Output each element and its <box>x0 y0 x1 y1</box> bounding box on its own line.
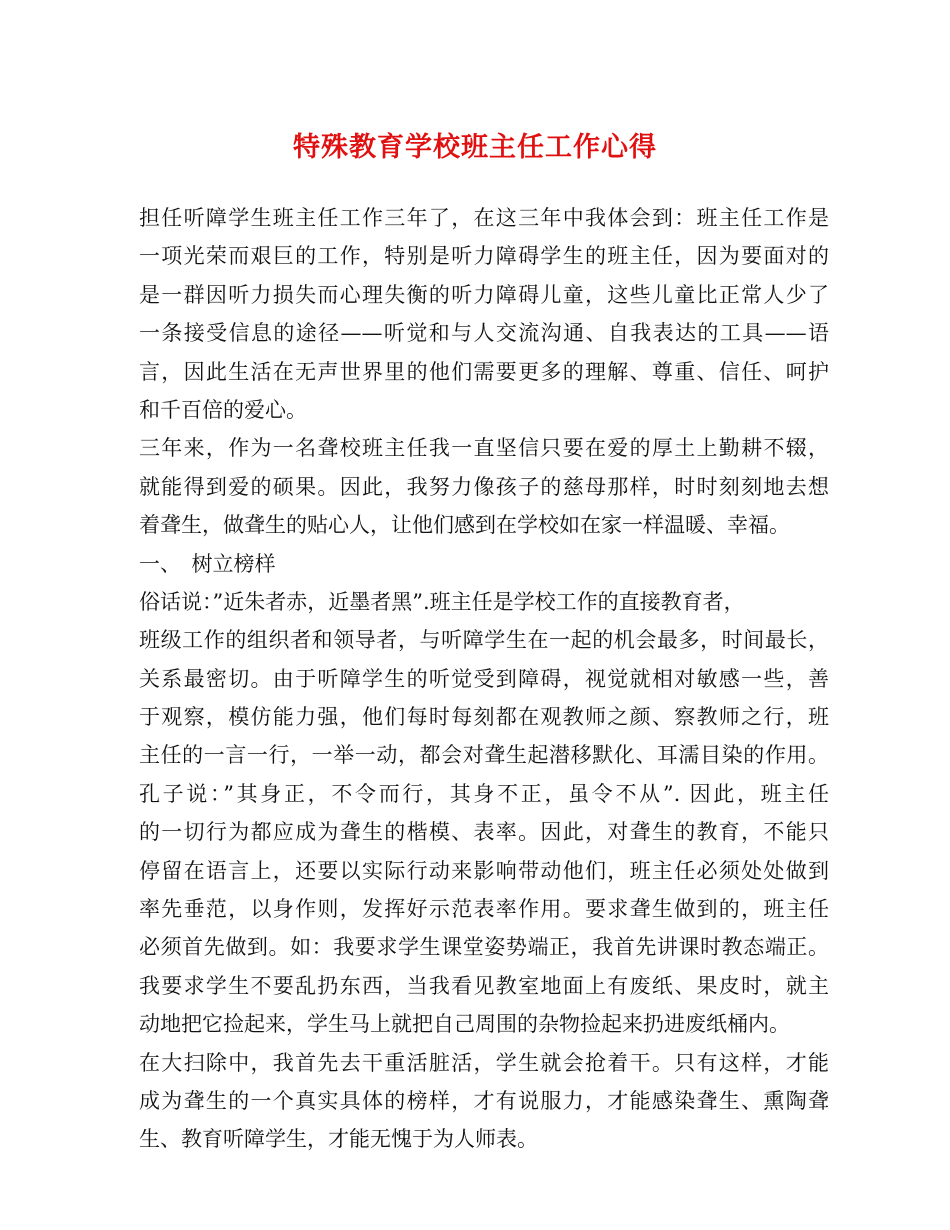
text-line: 的一切行为都应成为聋生的楷模、表率。因此，对聋生的教育，不能只 <box>139 820 829 845</box>
text-line: 担任听障学生班主任工作三年了，在这三年中我体会到：班主任工作是 <box>139 206 829 230</box>
text-line: 生、教育听障学生，才能无愧于为人师表。 <box>139 1127 538 1152</box>
text-line: 就能得到爱的硕果。因此，我努力像孩子的慈母那样，时时刻刻地去想 <box>139 474 829 499</box>
text-line: 一项光荣而艰巨的工作，特别是听力障碍学生的班主任，因为要面对的 <box>139 244 829 269</box>
section-heading: 一、 树立榜样 <box>139 551 276 576</box>
text-line: 主任的一言一行，一举一动，都会对聋生起潜移默化、耳濡目染的作用。 <box>139 743 829 768</box>
text-line: 言，因此生活在无声世界里的他们需要更多的理解、尊重、信任、呵护 <box>139 359 829 384</box>
text-line: 孔子说：”其身正，不令而行，其身不正，虽令不从”. 因此，班主任 <box>139 781 829 806</box>
text-line: 在大扫除中，我首先去干重活脏活，学生就会抢着干。只有这样，才能 <box>139 1050 829 1075</box>
text-line: 必须首先做到。如：我要求学生课堂姿势端正，我首先讲课时教态端正。 <box>139 935 829 960</box>
text-line: 成为聋生的一个真实具体的榜样，才有说服力，才能感染聋生、熏陶聋 <box>139 1088 829 1113</box>
text-line: 和千百倍的爱心。 <box>139 397 307 422</box>
text-line: 三年来，作为一名聋校班主任我一直坚信只要在爱的厚土上勤耕不辍， <box>139 436 829 461</box>
text-line: 关系最密切。由于听障学生的听觉受到障碍，视觉就相对敏感一些，善 <box>139 666 829 691</box>
text-line: 停留在语言上，还要以实际行动来影响带动他们，班主任必须处处做到 <box>139 858 829 883</box>
text-line: 俗话说：”近朱者赤，近墨者黑”.班主任是学校工作的直接教育者， <box>139 589 745 614</box>
text-line: 率先垂范，以身作则，发挥好示范表率作用。要求聋生做到的，班主任 <box>139 897 829 922</box>
text-line: 着聋生，做聋生的贴心人，让他们感到在学校如在家一样温暖、幸福。 <box>139 513 790 538</box>
text-line: 动地把它捡起来，学生马上就把自己周围的杂物捡起来扔进废纸桶内。 <box>139 1012 790 1037</box>
text-line: 一条接受信息的途径——听觉和与人交流沟通、自我表达的工具——语 <box>139 321 829 346</box>
document-body <box>139 199 829 1159</box>
document-title: 特殊教育学校班主任工作心得 <box>293 132 657 163</box>
text-line: 我要求学生不要乱扔东西，当我看见教室地面上有废纸、果皮时，就主 <box>139 973 829 998</box>
text-line: 于观察，模仿能力强，他们每时每刻都在观教师之颜、察教师之行，班 <box>139 705 829 730</box>
text-line: 班级工作的组织者和领导者，与听障学生在一起的机会最多，时间最长， <box>139 628 829 653</box>
text-line: 是一群因听力损失而心理失衡的听力障碍儿童，这些儿童比正常人少了 <box>139 282 829 307</box>
